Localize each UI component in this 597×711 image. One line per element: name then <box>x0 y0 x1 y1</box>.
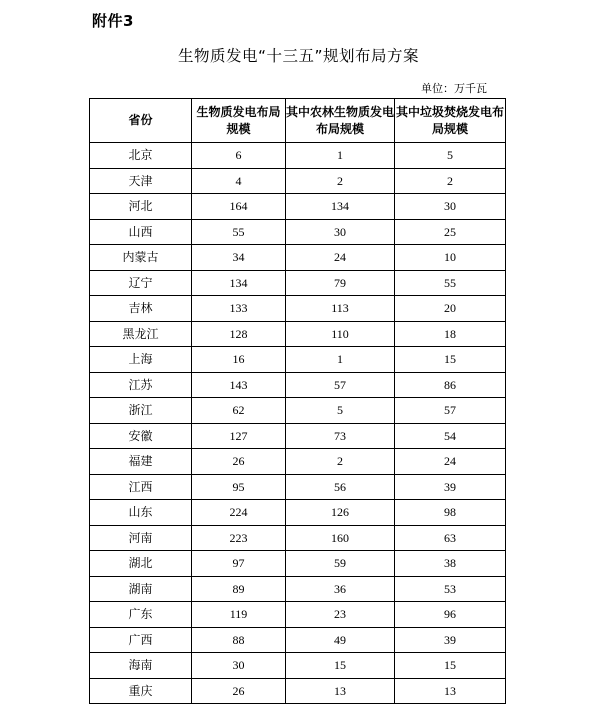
cell-province: 安徽 <box>90 423 192 449</box>
table-row <box>90 347 506 373</box>
cell-biomass-total: 88 <box>192 627 286 653</box>
attachment-label: 附件3 <box>92 12 134 30</box>
cell-agri-forestry: 134 <box>286 194 395 220</box>
table-row <box>90 627 506 653</box>
unit-label: 单位：万千瓦 <box>421 82 487 95</box>
header-agri-forestry: 其中农林生物质发电布局规模 <box>286 99 395 143</box>
cell-agri-forestry: 56 <box>286 474 395 500</box>
cell-province: 重庆 <box>90 678 192 704</box>
cell-agri-forestry: 15 <box>286 653 395 679</box>
cell-province: 吉林 <box>90 296 192 322</box>
cell-biomass-total: 134 <box>192 270 286 296</box>
cell-province: 山东 <box>90 500 192 526</box>
cell-agri-forestry: 160 <box>286 525 395 551</box>
table-row <box>90 372 506 398</box>
cell-agri-forestry: 36 <box>286 576 395 602</box>
table-row <box>90 296 506 322</box>
table-row <box>90 474 506 500</box>
cell-province: 江苏 <box>90 372 192 398</box>
cell-waste-incineration: 24 <box>395 449 506 475</box>
header-province: 省份 <box>90 99 192 143</box>
cell-biomass-total: 97 <box>192 551 286 577</box>
cell-province: 湖北 <box>90 551 192 577</box>
table-row <box>90 602 506 628</box>
cell-agri-forestry: 30 <box>286 219 395 245</box>
cell-waste-incineration: 13 <box>395 678 506 704</box>
cell-waste-incineration: 18 <box>395 321 506 347</box>
cell-agri-forestry: 110 <box>286 321 395 347</box>
cell-biomass-total: 89 <box>192 576 286 602</box>
cell-waste-incineration: 15 <box>395 653 506 679</box>
cell-biomass-total: 95 <box>192 474 286 500</box>
table-row <box>90 245 506 271</box>
cell-agri-forestry: 2 <box>286 168 395 194</box>
header-waste-incineration: 其中垃圾焚烧发电布局规模 <box>395 99 506 143</box>
cell-province: 福建 <box>90 449 192 475</box>
cell-waste-incineration: 5 <box>395 143 506 169</box>
table-row <box>90 449 506 475</box>
cell-biomass-total: 128 <box>192 321 286 347</box>
cell-agri-forestry: 113 <box>286 296 395 322</box>
cell-province: 湖南 <box>90 576 192 602</box>
table-row <box>90 653 506 679</box>
cell-agri-forestry: 2 <box>286 449 395 475</box>
cell-agri-forestry: 79 <box>286 270 395 296</box>
cell-biomass-total: 127 <box>192 423 286 449</box>
cell-waste-incineration: 98 <box>395 500 506 526</box>
cell-agri-forestry: 13 <box>286 678 395 704</box>
cell-agri-forestry: 126 <box>286 500 395 526</box>
cell-province: 山西 <box>90 219 192 245</box>
table-row <box>90 194 506 220</box>
cell-waste-incineration: 2 <box>395 168 506 194</box>
cell-biomass-total: 16 <box>192 347 286 373</box>
cell-agri-forestry: 1 <box>286 347 395 373</box>
table-row <box>90 168 506 194</box>
table-row <box>90 143 506 169</box>
cell-waste-incineration: 39 <box>395 627 506 653</box>
cell-biomass-total: 6 <box>192 143 286 169</box>
cell-biomass-total: 26 <box>192 449 286 475</box>
document-title: 生物质发电“十三五”规划布局方案 <box>177 47 420 65</box>
table-row <box>90 525 506 551</box>
cell-province: 黑龙江 <box>90 321 192 347</box>
table-header-row <box>90 99 506 143</box>
cell-biomass-total: 62 <box>192 398 286 424</box>
table-body <box>90 143 506 704</box>
table-row <box>90 270 506 296</box>
cell-agri-forestry: 57 <box>286 372 395 398</box>
cell-waste-incineration: 53 <box>395 576 506 602</box>
table-row <box>90 219 506 245</box>
cell-province: 广西 <box>90 627 192 653</box>
cell-waste-incineration: 25 <box>395 219 506 245</box>
cell-biomass-total: 223 <box>192 525 286 551</box>
cell-province: 河北 <box>90 194 192 220</box>
cell-waste-incineration: 39 <box>395 474 506 500</box>
cell-waste-incineration: 55 <box>395 270 506 296</box>
cell-province: 北京 <box>90 143 192 169</box>
cell-waste-incineration: 86 <box>395 372 506 398</box>
cell-biomass-total: 34 <box>192 245 286 271</box>
cell-waste-incineration: 10 <box>395 245 506 271</box>
cell-agri-forestry: 5 <box>286 398 395 424</box>
cell-biomass-total: 4 <box>192 168 286 194</box>
cell-biomass-total: 26 <box>192 678 286 704</box>
table-row <box>90 423 506 449</box>
cell-waste-incineration: 63 <box>395 525 506 551</box>
table-row <box>90 678 506 704</box>
cell-province: 天津 <box>90 168 192 194</box>
cell-province: 浙江 <box>90 398 192 424</box>
cell-agri-forestry: 73 <box>286 423 395 449</box>
cell-biomass-total: 30 <box>192 653 286 679</box>
cell-waste-incineration: 20 <box>395 296 506 322</box>
cell-province: 辽宁 <box>90 270 192 296</box>
table-row <box>90 500 506 526</box>
cell-waste-incineration: 30 <box>395 194 506 220</box>
cell-agri-forestry: 1 <box>286 143 395 169</box>
layout-plan-table <box>89 98 506 704</box>
table-row <box>90 551 506 577</box>
cell-biomass-total: 133 <box>192 296 286 322</box>
cell-province: 内蒙古 <box>90 245 192 271</box>
cell-waste-incineration: 54 <box>395 423 506 449</box>
cell-biomass-total: 55 <box>192 219 286 245</box>
table-row <box>90 576 506 602</box>
cell-biomass-total: 143 <box>192 372 286 398</box>
cell-province: 河南 <box>90 525 192 551</box>
cell-province: 江西 <box>90 474 192 500</box>
cell-agri-forestry: 59 <box>286 551 395 577</box>
cell-agri-forestry: 49 <box>286 627 395 653</box>
table-row <box>90 321 506 347</box>
cell-province: 上海 <box>90 347 192 373</box>
cell-province: 广东 <box>90 602 192 628</box>
cell-province: 海南 <box>90 653 192 679</box>
cell-waste-incineration: 96 <box>395 602 506 628</box>
cell-agri-forestry: 24 <box>286 245 395 271</box>
header-biomass-total: 生物质发电布局规模 <box>192 99 286 143</box>
table-row <box>90 398 506 424</box>
cell-biomass-total: 119 <box>192 602 286 628</box>
cell-biomass-total: 164 <box>192 194 286 220</box>
cell-waste-incineration: 38 <box>395 551 506 577</box>
cell-agri-forestry: 23 <box>286 602 395 628</box>
cell-waste-incineration: 15 <box>395 347 506 373</box>
cell-biomass-total: 224 <box>192 500 286 526</box>
cell-waste-incineration: 57 <box>395 398 506 424</box>
